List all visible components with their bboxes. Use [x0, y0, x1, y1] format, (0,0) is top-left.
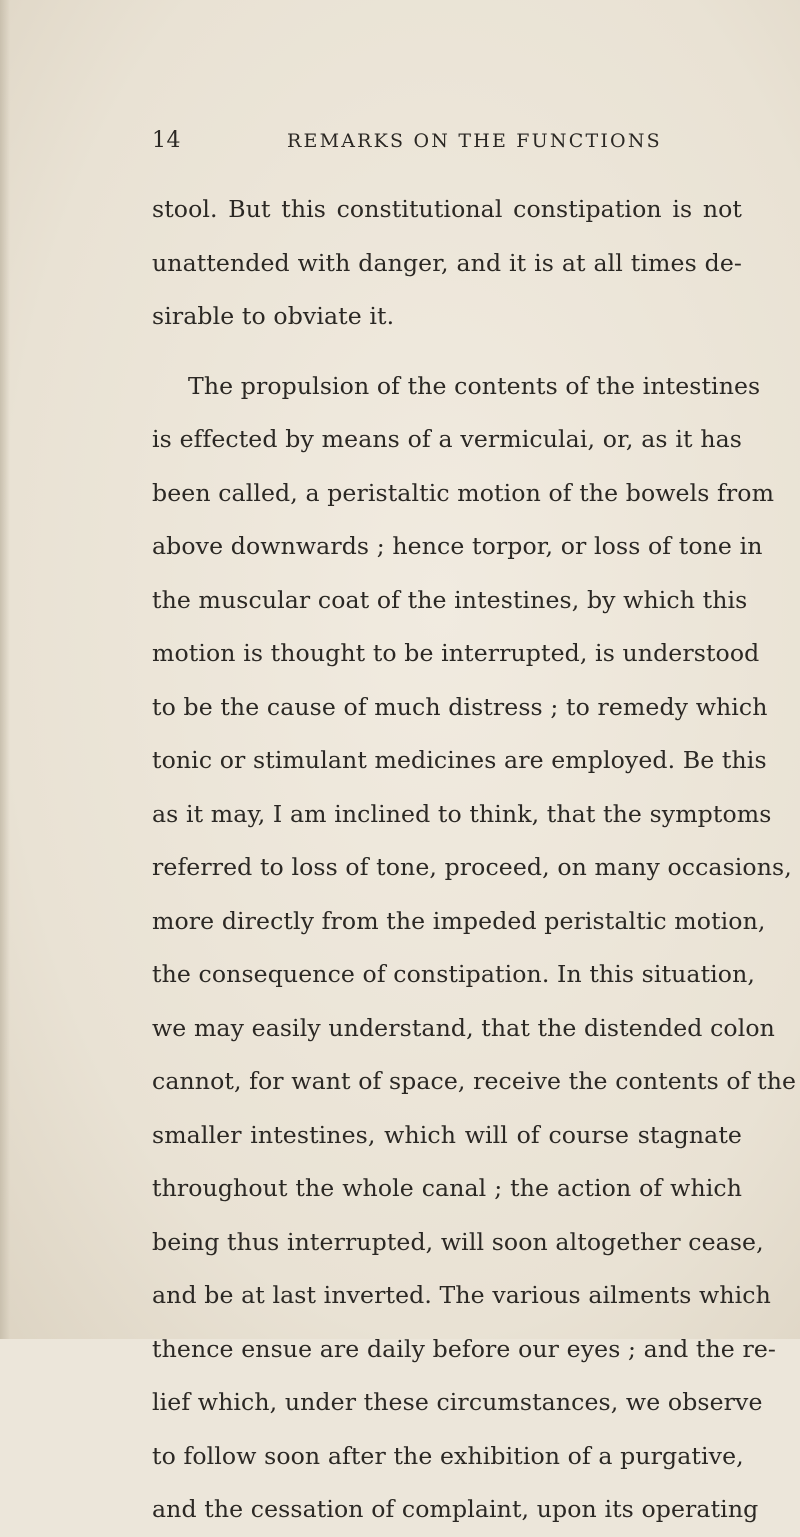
- text-line: to be the cause of much distress ; to remedy which: [152, 692, 768, 721]
- text-line: motion is thought to be interrupted, is understood: [152, 639, 760, 667]
- text-line: cannot, for want of space, receive the contents of the: [152, 1067, 797, 1095]
- page-edge-shadow: [0, 0, 10, 1339]
- text-line: and be at last inverted. The various ailments which: [152, 1281, 771, 1309]
- page-header: [152, 128, 752, 158]
- text-line: smaller intestines, which will of course stagnate: [152, 1120, 742, 1149]
- text-line: is effected by means of a vermiculai, or, as it has: [152, 425, 742, 453]
- text-line: lief which, under these circumstances, we observe: [152, 1388, 763, 1416]
- text-line: tonic or stimulant medicines are employed. Be this: [152, 746, 767, 774]
- text-line: sirable to obviate it.: [152, 302, 395, 330]
- body-text: [152, 183, 797, 1537]
- text-line: thence ensue are daily before our eyes ; and the re-: [152, 1334, 776, 1363]
- text-line: the muscular coat of the intestines, by which this: [152, 585, 748, 614]
- text-line: and the cessation of complaint, upon its operating: [152, 1495, 759, 1523]
- text-line: being thus interrupted, will soon altogether cease,: [152, 1227, 764, 1256]
- running-head: REMARKS ON THE FUNCTIONS: [287, 130, 662, 152]
- text-line: unattended with danger, and it is at all times de-: [152, 248, 742, 277]
- text-line: above downwards ; hence torpor, or loss of tone in: [152, 532, 763, 560]
- text-line: the consequence of constipation. In this situation,: [152, 960, 756, 988]
- text-line: throughout the whole canal ; the action of which: [152, 1174, 742, 1202]
- text-line: stool. But this constitutional constipation is not: [152, 195, 742, 223]
- text-line: more directly from the impeded peristaltic motion,: [152, 906, 766, 935]
- paragraph-gap: [152, 344, 742, 360]
- page-number: 14: [152, 128, 181, 153]
- text-line: been called, a peristaltic motion of the bowels from: [152, 478, 775, 507]
- text-line: referred to loss of tone, proceed, on many occasions,: [152, 853, 792, 881]
- text-line: as it may, I am inclined to think, that the symptoms: [152, 799, 772, 828]
- text-line: to follow soon after the exhibition of a purgative,: [152, 1441, 744, 1470]
- text-line: The propulsion of the contents of the intestines: [188, 371, 761, 400]
- text-line: we may easily understand, that the distended colon: [152, 1013, 775, 1042]
